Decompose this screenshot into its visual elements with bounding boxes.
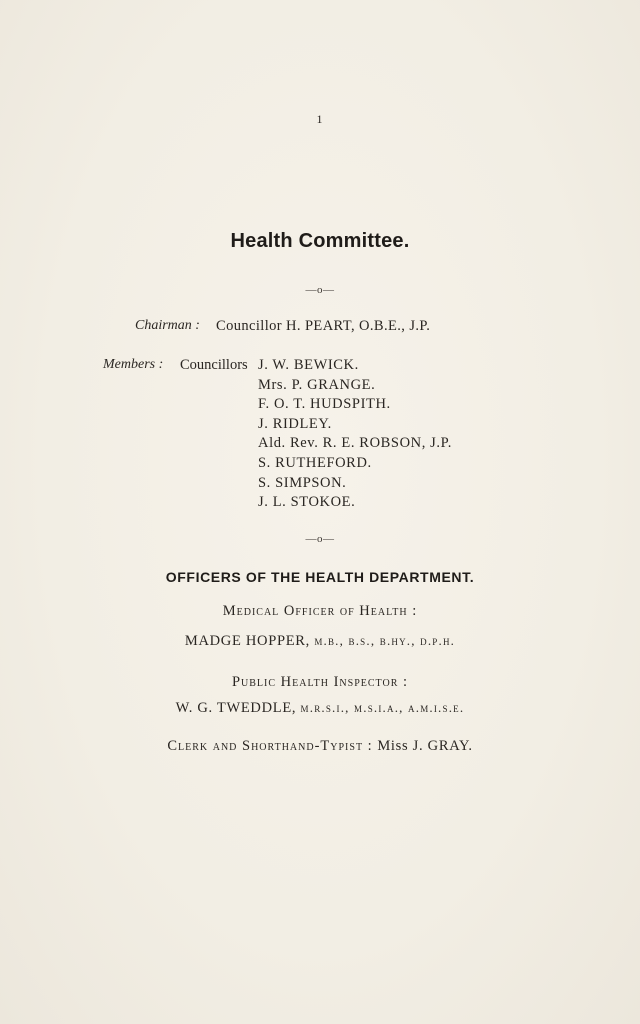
list-item: S. SIMPSON. [258,474,347,491]
list-item: J. W. BEWICK. [258,357,359,373]
clerk-role: Clerk and Shorthand-Typist : [167,738,373,754]
public-health-inspector-line [0,700,640,717]
public-health-inspector-role: Public Health Inspector : [231,674,409,690]
medical-officer-name: MADGE HOPPER, [184,633,310,649]
officers-heading: OFFICERS OF THE HEALTH DEPARTMENT. [165,569,475,585]
chairman-label: Chairman : [135,318,200,333]
chairman-value: Councillor H. PEART, O.B.E., J.P. [216,318,431,334]
page-title: Health Committee. [230,230,410,252]
clerk-name: Miss J. GRAY. [377,738,473,754]
members-label: Members : [103,357,164,372]
medical-officer-role: Medical Officer of Health : [222,603,418,619]
clerk-line [0,738,640,755]
public-health-inspector-name: W. G. TWEDDLE, [175,700,297,716]
public-health-inspector-qualifications: m.r.s.i., m.s.i.a., a.m.i.s.e. [300,700,465,715]
page-number: 1 [316,112,324,126]
list-item: J. RIDLEY. [258,415,332,432]
list-item: S. RUTHEFORD. [258,454,372,471]
list-item: J. L. STOKOE. [258,494,356,511]
medical-officer-qualifications: m.b., b.s., b.hy., d.p.h. [314,633,456,648]
member-list [258,356,452,513]
medical-officer-line [0,633,640,650]
list-item: F. O. T. HUDSPITH. [258,396,391,413]
list-item: Ald. Rev. R. E. ROBSON, J.P. [258,435,452,452]
list-item: Mrs. P. GRANGE. [258,376,376,393]
separator-middle: —o— [305,533,335,545]
separator-top: —o— [305,284,335,296]
members-title: Councillors [180,357,248,373]
